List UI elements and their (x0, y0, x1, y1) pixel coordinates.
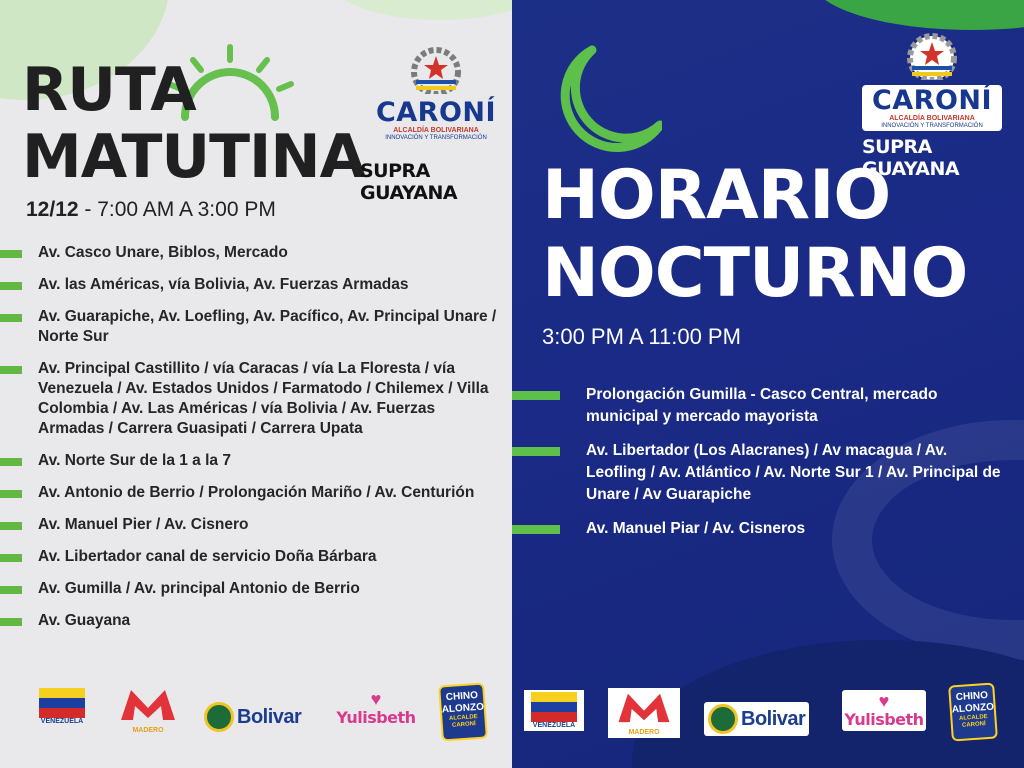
yulisbeth-label: Yulisbeth (844, 710, 924, 729)
yulisbeth-logo (842, 690, 926, 731)
decorative-green-curve (812, 0, 1024, 30)
alcalde-label: ALCALDE CARONÍ (448, 713, 478, 729)
m-letter-icon (117, 686, 179, 722)
title-matutina: MATUTINA (22, 122, 366, 192)
madero-label: MADERO (132, 727, 164, 734)
caroni-logo (366, 44, 506, 141)
yulisbeth-label: Yulisbeth (336, 708, 416, 727)
heart-icon: ♥ (878, 691, 890, 711)
madero-logo (608, 688, 680, 738)
madero-logo (112, 686, 184, 734)
chino-alonzo-logo (948, 682, 998, 741)
caroni-brand: CARONÍ (375, 97, 497, 128)
schedule-hours: 3:00 PM A 11:00 PM (542, 324, 741, 349)
caroni-logo (862, 30, 1002, 131)
bolivar-logo (704, 702, 809, 736)
schedule-time (26, 198, 276, 222)
venezuela-flag-icon (39, 688, 85, 718)
venezuela-flag-icon (531, 692, 577, 722)
alonzo-label: ALONZO (951, 701, 995, 716)
gear-star-icon (401, 44, 471, 94)
chino-alonzo-logo (438, 682, 488, 741)
caroni-tagline: INNOVACIÓN Y TRANSFORMACIÓN (881, 123, 983, 129)
list-item: Av. Norte Sur de la 1 a la 7 (0, 451, 512, 471)
title-horario: HORARIO (542, 156, 891, 235)
m-letter-icon (613, 690, 675, 724)
venezuela-label: VENEZUELA (40, 718, 84, 725)
yulisbeth-logo (336, 690, 416, 727)
morning-route-list (0, 243, 512, 643)
chino-label: CHINO (955, 689, 989, 704)
night-route-panel (512, 0, 1024, 768)
list-item: Av. Casco Unare, Biblos, Mercado (0, 243, 512, 263)
caroni-tagline: INNOVACIÓN Y TRANSFORMACIÓN (385, 135, 487, 141)
list-item: Av. Guayana (0, 611, 512, 631)
caroni-brand: CARONÍ (871, 85, 993, 116)
title-ruta: RUTA (22, 55, 196, 125)
schedule-date: 12/12 (26, 198, 79, 221)
sponsor-logos (0, 680, 512, 760)
title-nocturno: NOCTURNO (542, 234, 968, 313)
bolivar-label: Bolivar (237, 705, 302, 728)
moon-icon (532, 45, 662, 155)
list-item: Av. Guarapiche, Av. Loefling, Av. Pacífico, Av. Principal Unare / Norte Sur (0, 307, 512, 347)
bolivar-emblem-icon (708, 704, 738, 734)
night-route-list (512, 384, 1024, 552)
venezuela-label: VENEZUELA (532, 722, 576, 729)
supra-guayana-label: SUPRA GUAYANA (360, 160, 458, 204)
bolivar-logo (204, 702, 301, 732)
supra-guayana-label: SUPRA GUAYANA (862, 136, 960, 180)
list-item: Av. Manuel Piar / Av. Cisneros (512, 518, 1024, 540)
bolivar-emblem-icon (204, 702, 234, 732)
sponsor-logos (512, 680, 1024, 760)
schedule-hours: - 7:00 AM A 3:00 PM (78, 198, 276, 221)
bolivar-label: Bolivar (741, 707, 806, 730)
alonzo-label: ALONZO (441, 701, 485, 716)
chino-label: CHINO (445, 689, 479, 704)
list-item: Av. Libertador (Los Alacranes) / Av macagua / Av. Leofling / Av. Atlántico / Av. Norte Sur 1 / Av. Principal de Unare / Av Guarapiche (512, 440, 1024, 506)
alcalde-label: ALCALDE CARONÍ (958, 713, 988, 729)
caroni-subtitle: ALCALDÍA BOLIVARIANA (393, 127, 479, 134)
gear-star-icon (897, 30, 967, 80)
list-item: Prolongación Gumilla - Casco Central, mercado municipal y mercado mayorista (512, 384, 1024, 428)
list-item: Av. Gumilla / Av. principal Antonio de Berrio (0, 579, 512, 599)
decorative-green-curve (330, 0, 512, 20)
list-item: Av. Libertador canal de servicio Doña Bárbara (0, 547, 512, 567)
list-item: Av. Antonio de Berrio / Prolongación Mariño / Av. Centurión (0, 483, 512, 503)
list-item: Av. Principal Castillito / vía Caracas / vía La Floresta / vía Venezuela / Av. Estados Unidos / Farmatodo / Chilemex / Villa Colombia / Av. Las Américas / vía Bolivia / Av. Fuerzas Armadas / Carrera Guasipati / Carrera Upata (0, 359, 512, 439)
heart-icon: ♥ (370, 689, 382, 709)
list-item: Av. Manuel Pier / Av. Cisnero (0, 515, 512, 535)
venezuela-logo (32, 688, 92, 725)
caroni-subtitle: ALCALDÍA BOLIVARIANA (889, 115, 975, 122)
list-item: Av. las Américas, vía Bolivia, Av. Fuerzas Armadas (0, 275, 512, 295)
madero-label: MADERO (628, 729, 660, 736)
venezuela-logo (524, 690, 584, 731)
